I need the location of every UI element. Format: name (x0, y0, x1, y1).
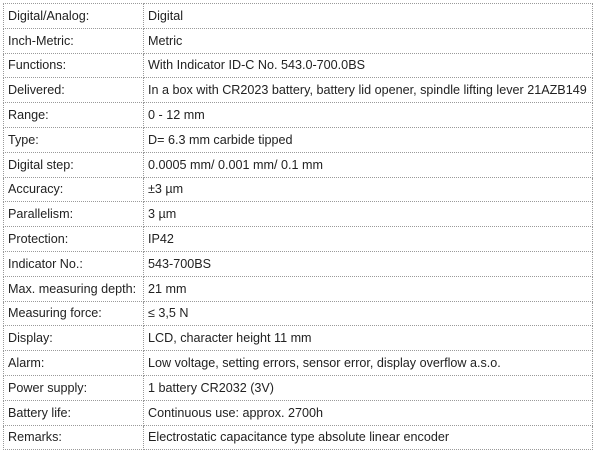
spec-value: ≤ 3,5 N (144, 301, 593, 326)
table-row (4, 276, 593, 301)
table-row (4, 177, 593, 202)
table-row (4, 301, 593, 326)
spec-label: Max. measuring depth: (4, 276, 144, 301)
table-row (4, 251, 593, 276)
spec-table (3, 3, 593, 450)
spec-value: 0 - 12 mm (144, 103, 593, 128)
spec-label: Delivered: (4, 78, 144, 103)
spec-value: 21 mm (144, 276, 593, 301)
table-row (4, 425, 593, 450)
table-row (4, 28, 593, 53)
spec-table-body (4, 4, 593, 450)
table-row (4, 152, 593, 177)
table-row (4, 351, 593, 376)
spec-value: Low voltage, setting errors, sensor error, display overflow a.s.o. (144, 351, 593, 376)
spec-label: Power supply: (4, 375, 144, 400)
spec-value: Continuous use: approx. 2700h (144, 400, 593, 425)
table-row (4, 202, 593, 227)
spec-label: Protection: (4, 227, 144, 252)
spec-value: 1 battery CR2032 (3V) (144, 375, 593, 400)
spec-label: Display: (4, 326, 144, 351)
table-row (4, 4, 593, 29)
spec-label: Remarks: (4, 425, 144, 450)
spec-value: Digital (144, 4, 593, 29)
spec-label: Battery life: (4, 400, 144, 425)
spec-value: In a box with CR2023 battery, battery lid opener, spindle lifting lever 21AZB149 (144, 78, 593, 103)
spec-value: With Indicator ID-C No. 543.0-700.0BS (144, 53, 593, 78)
spec-value: IP42 (144, 227, 593, 252)
table-row (4, 78, 593, 103)
table-row (4, 103, 593, 128)
spec-value: ±3 µm (144, 177, 593, 202)
spec-value: D= 6.3 mm carbide tipped (144, 127, 593, 152)
spec-label: Digital/Analog: (4, 4, 144, 29)
table-row (4, 400, 593, 425)
spec-label: Alarm: (4, 351, 144, 376)
table-row (4, 53, 593, 78)
spec-label: Indicator No.: (4, 251, 144, 276)
table-row (4, 326, 593, 351)
spec-value: 0.0005 mm/ 0.001 mm/ 0.1 mm (144, 152, 593, 177)
spec-value: LCD, character height 11 mm (144, 326, 593, 351)
spec-value: 3 µm (144, 202, 593, 227)
spec-label: Measuring force: (4, 301, 144, 326)
spec-label: Accuracy: (4, 177, 144, 202)
spec-value: 543-700BS (144, 251, 593, 276)
spec-label: Digital step: (4, 152, 144, 177)
spec-label: Type: (4, 127, 144, 152)
spec-value: Electrostatic capacitance type absolute linear encoder (144, 425, 593, 450)
table-row (4, 227, 593, 252)
spec-label: Parallelism: (4, 202, 144, 227)
spec-label: Range: (4, 103, 144, 128)
spec-value: Metric (144, 28, 593, 53)
spec-label: Inch-Metric: (4, 28, 144, 53)
table-row (4, 127, 593, 152)
spec-label: Functions: (4, 53, 144, 78)
table-row (4, 375, 593, 400)
